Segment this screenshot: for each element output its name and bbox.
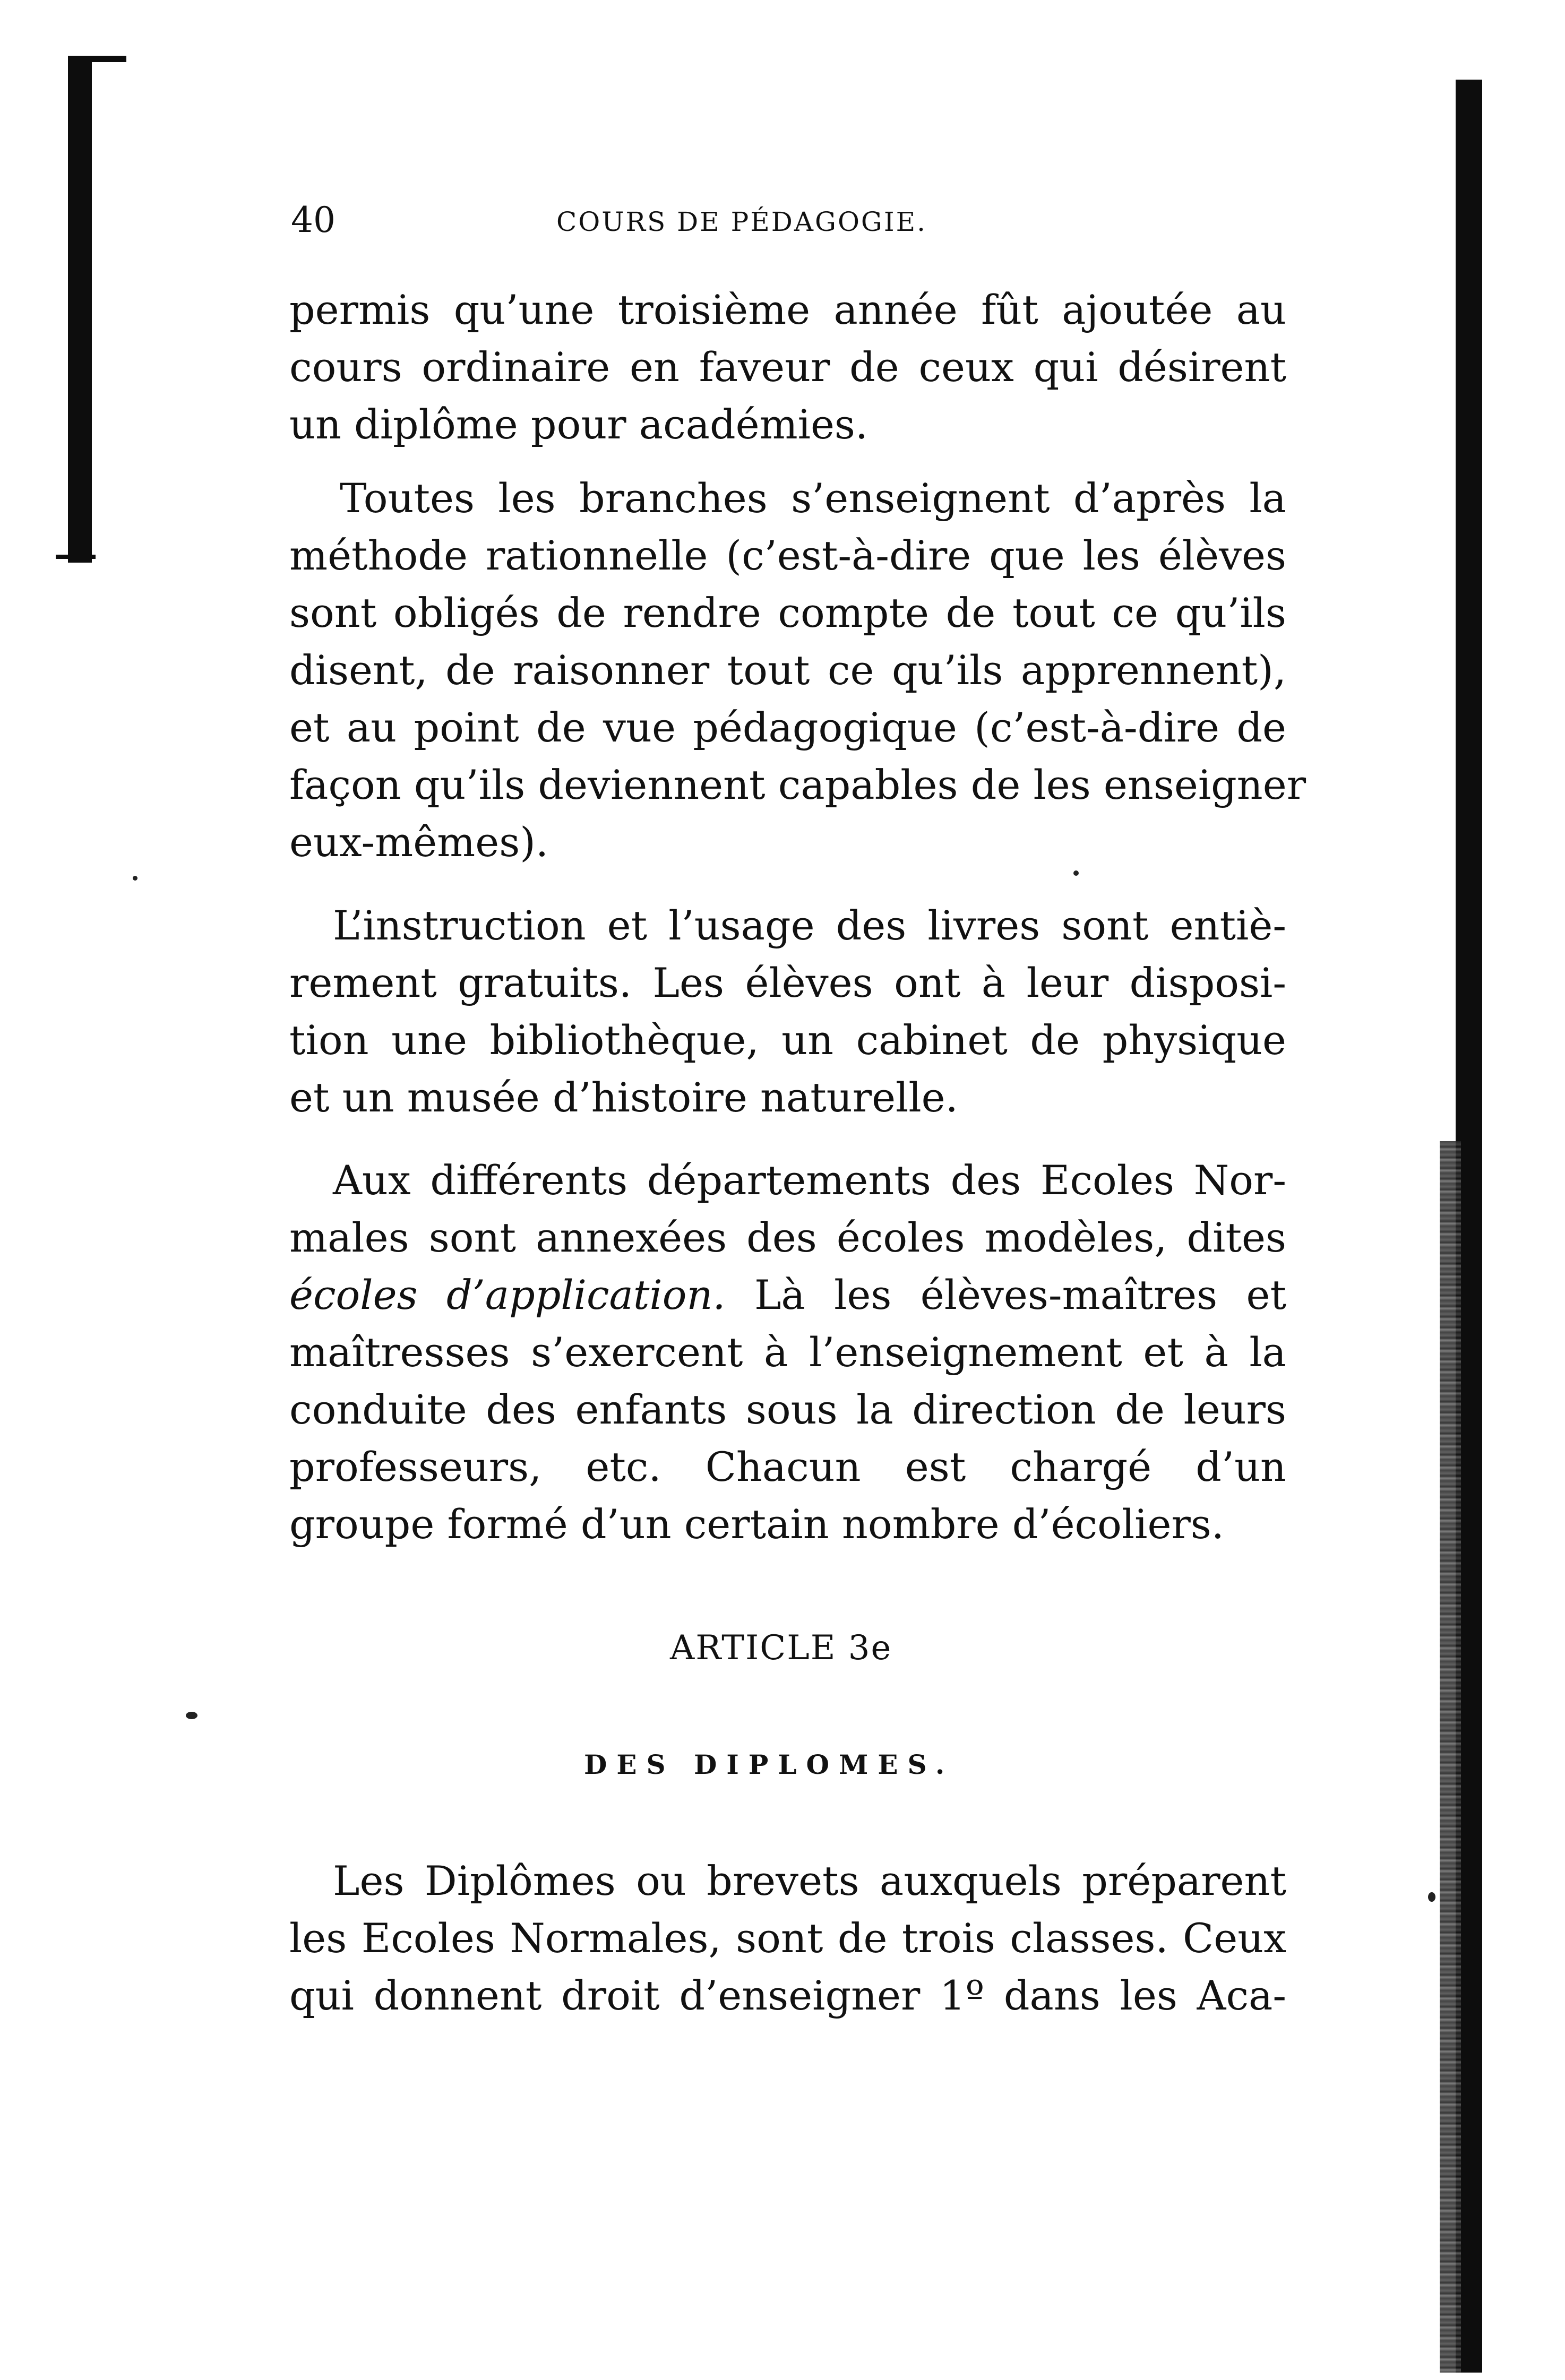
text-line: les Ecoles Normales, sont de trois classes. Ceux (289, 1915, 1286, 1962)
ink-speck (1428, 1892, 1435, 1902)
text-line: conduite des enfants sous la direction de leurs (289, 1386, 1286, 1433)
text-line: L’instruction et l’usage des livres sont entiè- (333, 902, 1286, 949)
section-heading: DES DIPLOMES. (584, 1749, 955, 1780)
paragraph-diplomes (289, 1852, 1286, 2024)
text-line: eux-mêmes). (289, 818, 549, 866)
ink-speck (133, 876, 137, 881)
text-line: groupe formé d’un certain nombre d’écoliers. (289, 1501, 1224, 1548)
text-line: males sont annexées des écoles modèles, dites (289, 1214, 1286, 1261)
paragraph-ecoles-application (289, 1152, 1286, 1553)
ink-speck (186, 1712, 197, 1719)
text-line: cours ordinaire en faveur de ceux qui désirent (289, 343, 1286, 391)
text-line: professeurs, etc. Chacun est chargé d’un (289, 1443, 1286, 1490)
text-line: sont obligés de rendre compte de tout ce qu’ils (289, 589, 1286, 636)
text-line: et un musée d’histoire naturelle. (289, 1074, 958, 1121)
running-title: COURS DE PÉDAGOGIE. (556, 206, 927, 237)
text-line (289, 1266, 1286, 1324)
text-line: rement gratuits. Les élèves ont à leur disposi- (289, 959, 1286, 1006)
paragraph-instruction (289, 897, 1286, 1126)
paragraph-methode (289, 470, 1306, 871)
text-line: Les Diplômes ou brevets auxquels préparent (333, 1857, 1286, 1904)
text-line: permis qu’une troisième année fût ajoutée au (289, 286, 1286, 333)
text-line: façon qu’ils deviennent capables de les enseigner (289, 761, 1306, 808)
article-heading: ARTICLE 3e (670, 1628, 892, 1668)
text-line: et au point de vue pédagogique (c’est-à-dire de (289, 704, 1286, 751)
page-edge-texture-right (1440, 1141, 1461, 2373)
text-line: maîtresses s’exercent à l’enseignement et à la (289, 1329, 1286, 1376)
binding-shadow-left-foot (56, 555, 96, 559)
ink-speck (1073, 870, 1079, 876)
binding-shadow-left-cap (68, 56, 126, 62)
italic-term: écoles d’application. (289, 1271, 726, 1318)
text-fragment: Là les élèves-maîtres et (754, 1271, 1286, 1318)
text-line: tion une bibliothèque, un cabinet de physique (289, 1016, 1286, 1064)
text-line: disent, de raisonner tout ce qu’ils apprennent), (289, 646, 1286, 694)
page-header (291, 196, 1286, 244)
paragraph-continuation (289, 281, 1286, 453)
page-number: 40 (291, 200, 336, 240)
binding-shadow-left (68, 56, 92, 563)
text-line: un diplôme pour académies. (289, 401, 869, 448)
text-line: Aux différents départements des Ecoles Nor- (333, 1157, 1286, 1204)
text-line: Toutes les branches s’enseignent d’après la (340, 475, 1286, 522)
text-line: méthode rationnelle (c’est-à-dire que les élèves (289, 532, 1286, 579)
text-line: qui donnent droit d’enseigner 1º dans les Aca- (289, 1972, 1286, 2019)
